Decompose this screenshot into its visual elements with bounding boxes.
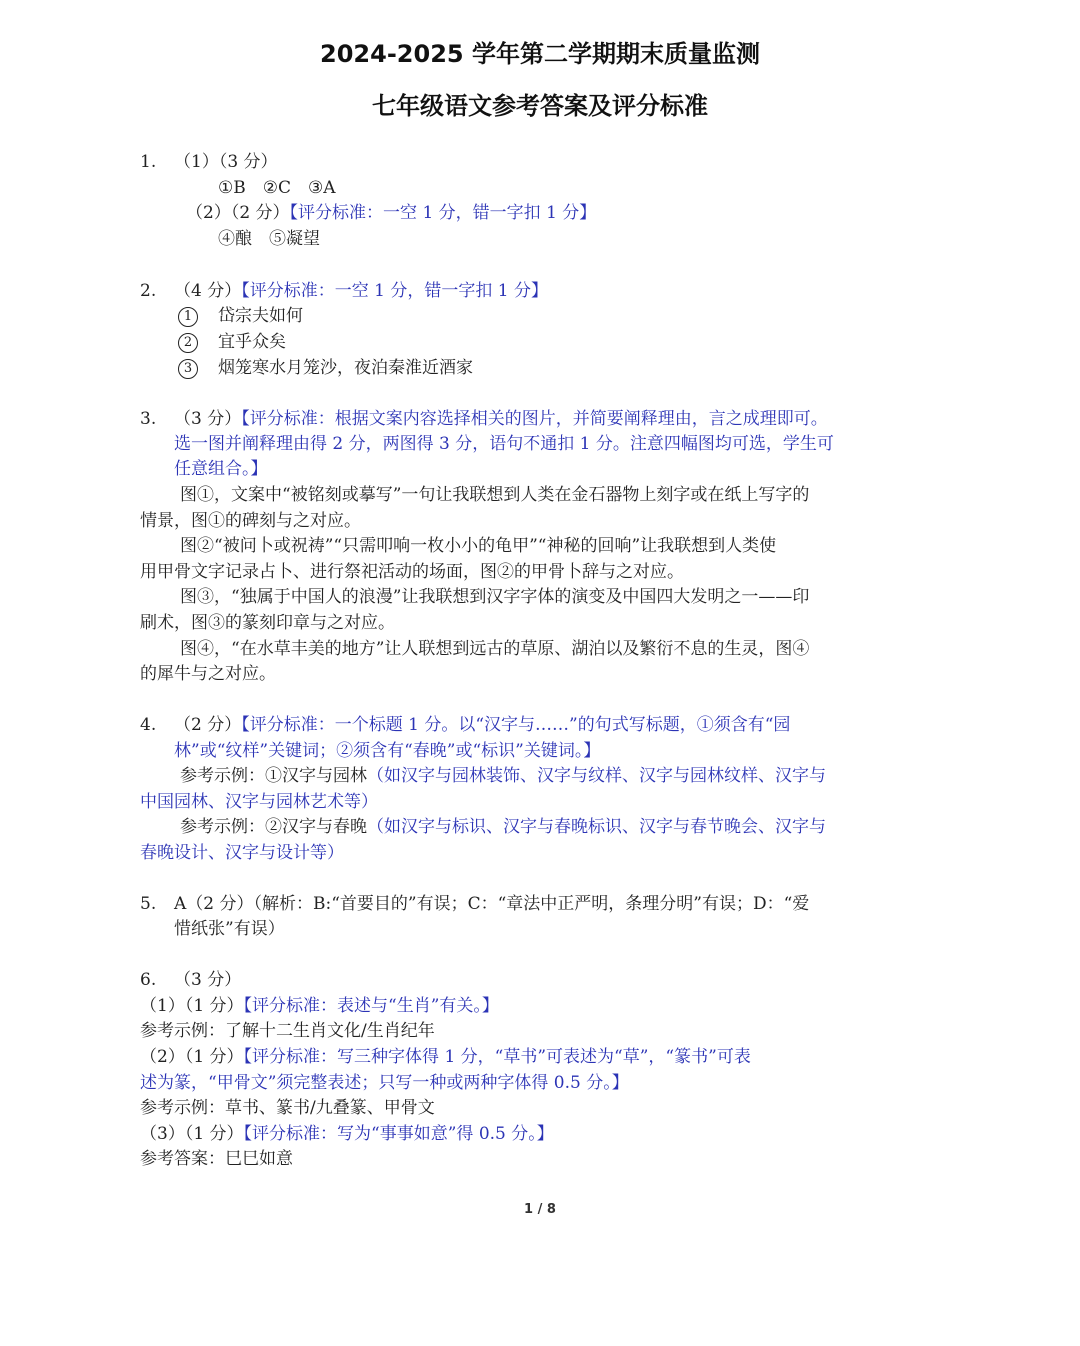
q4-number: 4.: [140, 715, 157, 735]
q2-head: （4 分）【评分标准：一空 1 分，错一字扣 1 分】: [174, 281, 548, 301]
circled-number-marker: 1: [178, 307, 198, 327]
q3-explanation-line: 图②“被问卜或祝祷”“只需叩响一枚小小的龟甲”“神秘的回响”让我联想到人类使: [180, 536, 777, 556]
circled-number-marker: 2: [178, 333, 198, 353]
q3-head: （3 分）【评分标准：根据文案内容选择相关的图片，并简要阐释理由，言之成理即可。: [174, 409, 828, 429]
q6-part3-answer: 参考答案：巳巳如意: [140, 1149, 293, 1169]
q2-item: 1 岱宗夫如何: [178, 305, 303, 327]
q4-example-2-cont: 春晚设计、汉字与设计等）: [140, 843, 344, 863]
q3-scoring-standard: 【评分标准：根据文案内容选择相关的图片，并简要阐释理由，言之成理即可。: [241, 409, 828, 429]
q3-explanation-line: 情景，图①的碑刻与之对应。: [140, 511, 361, 531]
document-subtitle: 七年级语文参考答案及评分标准: [372, 92, 708, 120]
q6-part1-standard: 【评分标准：表述与“生肖”有关。】: [243, 996, 499, 1016]
q5-answer: A（2 分）（解析：B:“首要目的”有误；C：“章法中正严明，条理分明”有误；D：“爱: [174, 894, 810, 914]
document-title: 2024-2025 学年第二学期期末质量监测: [320, 40, 760, 68]
q4-example-1: 参考示例：①汉字与园林（如汉字与园林装饰、汉字与纹样、汉字与园林纹样、汉字与: [180, 766, 826, 786]
q3-explanation-line: 图①，文案中“被铭刻或摹写”一句让我联想到人类在金石器物上刻字或在纸上写字的: [180, 485, 810, 505]
q5-answer-cont: 惜纸张”有误）: [174, 919, 285, 939]
q5-number: 5.: [140, 894, 157, 914]
q4-head: （2 分）【评分标准：一个标题 1 分。以“汉字与……”的句式写标题，①须含有“园: [174, 715, 791, 735]
q1-part1-answers: ①B ②C ③A: [218, 178, 336, 198]
circled-number-marker: 3: [178, 359, 198, 379]
q1-part1-head: （1）（3 分）: [174, 152, 278, 172]
q6-number: 6.: [140, 970, 157, 990]
q3-explanation-line: 图③，“独属于中国人的浪漫”让我联想到汉字字体的演变及中国四大发明之一——印: [180, 587, 810, 607]
q6-part2-standard: 【评分标准：写三种字体得 1 分，“草书”可表述为“草”，“篆书”可表: [243, 1047, 751, 1067]
q3-explanation-line: 图④，“在水草丰美的地方”让人联想到远古的草原、湖泊以及繁衍不息的生灵，图④: [180, 639, 810, 659]
q1-part2-head: （2）（2 分）: [186, 203, 290, 223]
q6-head: （3 分）: [174, 970, 242, 990]
q2-item: 2 宜乎众矣: [178, 331, 286, 353]
q2-item: 3 烟笼寒水月笼沙，夜泊秦淮近酒家: [178, 357, 473, 379]
q6-part1: （1）（1 分）【评分标准：表述与“生肖”有关。】: [140, 996, 499, 1016]
q3-number: 3.: [140, 409, 157, 429]
q6-part3: （3）（1 分）【评分标准：写为“事事如意”得 0.5 分。】: [140, 1124, 554, 1144]
q4-example-1-cont: 中国园林、汉字与园林艺术等）: [140, 792, 378, 812]
q3-scoring-standard-line: 选一图并阐释理由得 2 分，两图得 3 分，语句不通扣 1 分。注意四幅图均可选，学生可: [174, 434, 834, 454]
q3-explanation-line: 的犀牛与之对应。: [140, 664, 276, 684]
q1-number: 1.: [140, 152, 157, 172]
q4-scoring-standard: 【评分标准：一个标题 1 分。以“汉字与……”的句式写标题，①须含有“园: [241, 715, 791, 735]
q4-scoring-standard-line: 林”或“纹样”关键词；②须含有“春晚”或“标识”关键词。】: [174, 741, 601, 761]
q3-explanation-line: 用甲骨文字记录占卜、进行祭祀活动的场面，图②的甲骨卜辞与之对应。: [140, 562, 684, 582]
q2-number: 2.: [140, 281, 157, 301]
q1-part2-answers: ④酿 ⑤凝望: [218, 229, 320, 249]
q6-part2: （2）（1 分）【评分标准：写三种字体得 1 分，“草书”可表述为“草”，“篆书”可表: [140, 1047, 751, 1067]
q6-part1-example: 参考示例：了解十二生肖文化/生肖纪年: [140, 1021, 435, 1041]
q1-part2: [186, 202, 596, 224]
q6-part3-standard: 【评分标准：写为“事事如意”得 0.5 分。】: [243, 1124, 554, 1144]
q6-part2-standard-cont: 述为篆，“甲骨文”须完整表述；只写一种或两种字体得 0.5 分。】: [140, 1073, 629, 1093]
page-number: 1 / 8: [524, 1202, 556, 1217]
q6-part2-example: 参考示例：草书、篆书/九叠篆、甲骨文: [140, 1098, 435, 1118]
q2-scoring-standard: 【评分标准：一空 1 分，错一字扣 1 分】: [241, 281, 548, 301]
q3-scoring-standard-line: 任意组合。】: [174, 459, 268, 479]
q1-scoring-standard: 【评分标准：一空 1 分，错一字扣 1 分】: [289, 203, 597, 223]
q4-example-2: 参考示例：②汉字与春晚（如汉字与标识、汉字与春晚标识、汉字与春节晚会、汉字与: [180, 817, 826, 837]
q3-explanation-line: 刷术，图③的篆刻印章与之对应。: [140, 613, 395, 633]
